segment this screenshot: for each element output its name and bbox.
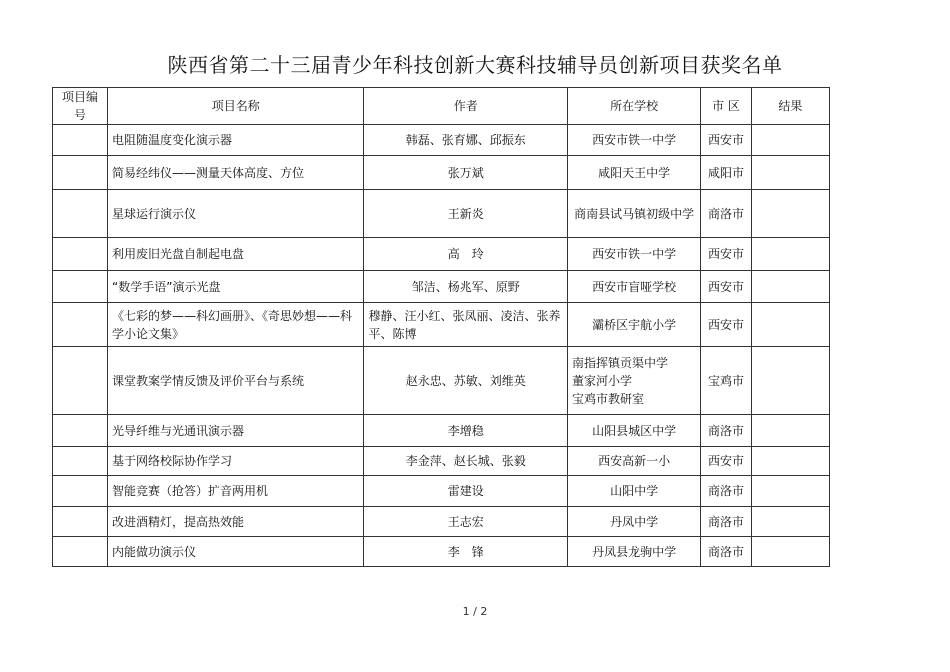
header-project-name: 项目名称 <box>108 88 364 125</box>
cell-project-name: 基于网络校际协作学习 <box>108 447 364 476</box>
cell-author: 李增稳 <box>364 415 568 447</box>
cell-city: 西安市 <box>701 303 752 347</box>
table-row <box>53 347 830 415</box>
cell-project-name: 课堂教案学情反馈及评价平台与系统 <box>108 347 364 415</box>
table-row <box>53 476 830 507</box>
cell-author: 张万斌 <box>364 156 568 190</box>
cell-city: 商洛市 <box>701 537 752 567</box>
header-result: 结果 <box>751 88 829 125</box>
cell-project-name: 电阻随温度变化演示器 <box>108 125 364 156</box>
cell-project-id <box>53 415 108 447</box>
table-row <box>53 303 830 347</box>
cell-project-id <box>53 476 108 507</box>
cell-result <box>751 271 829 303</box>
cell-author: 赵永忠、苏敏、刘维英 <box>364 347 568 415</box>
table-row <box>53 447 830 476</box>
cell-project-name: 简易经纬仪——测量天体高度、方位 <box>108 156 364 190</box>
cell-project-name: 内能做功演示仪 <box>108 537 364 567</box>
cell-project-name: 光导纤维与光通讯演示器 <box>108 415 364 447</box>
cell-project-id <box>53 303 108 347</box>
cell-project-id <box>53 271 108 303</box>
cell-project-name: 智能竞赛（抢答）扩音两用机 <box>108 476 364 507</box>
cell-project-id <box>53 125 108 156</box>
cell-author: 李金萍、赵长城、张毅 <box>364 447 568 476</box>
table-row <box>53 507 830 537</box>
table-row <box>53 415 830 447</box>
cell-city: 西安市 <box>701 271 752 303</box>
school-line: 南指挥镇贡渠中学 <box>572 355 669 370</box>
cell-result <box>751 447 829 476</box>
table-row <box>53 238 830 271</box>
award-table <box>52 87 830 567</box>
cell-project-id <box>53 238 108 271</box>
cell-result <box>751 537 829 567</box>
table-header-row <box>53 88 830 125</box>
document-title: 陕西省第二十三届青少年科技创新大赛科技辅导员创新项目获奖名单 <box>167 53 783 77</box>
cell-school: 山阳中学 <box>568 476 701 507</box>
header-author: 作者 <box>364 88 568 125</box>
cell-school: 丹凤中学 <box>568 507 701 537</box>
cell-school: 西安市盲哑学校 <box>568 271 701 303</box>
cell-result <box>751 125 829 156</box>
cell-school <box>568 347 701 415</box>
table-row <box>53 190 830 238</box>
cell-city: 咸阳市 <box>701 156 752 190</box>
cell-result <box>751 238 829 271</box>
cell-school: 西安市铁一中学 <box>568 125 701 156</box>
cell-project-id <box>53 507 108 537</box>
cell-author: 王志宏 <box>364 507 568 537</box>
header-school: 所在学校 <box>568 88 701 125</box>
cell-city: 商洛市 <box>701 507 752 537</box>
cell-author: 高 玲 <box>364 238 568 271</box>
cell-result <box>751 415 829 447</box>
cell-result <box>751 190 829 238</box>
cell-school: 咸阳天王中学 <box>568 156 701 190</box>
table-row <box>53 156 830 190</box>
cell-author: 穆静、汪小红、张凤丽、凌洁、张养平、陈博 <box>364 303 568 347</box>
table-row <box>53 271 830 303</box>
cell-project-id <box>53 190 108 238</box>
cell-result <box>751 507 829 537</box>
cell-result <box>751 476 829 507</box>
cell-city: 宝鸡市 <box>701 347 752 415</box>
cell-project-id <box>53 537 108 567</box>
cell-author: 李 锋 <box>364 537 568 567</box>
cell-result <box>751 347 829 415</box>
cell-project-name: “数学手语”演示光盘 <box>108 271 364 303</box>
cell-result <box>751 156 829 190</box>
cell-school: 商南县试马镇初级中学 <box>568 190 701 238</box>
cell-project-id <box>53 347 108 415</box>
school-line: 董家河小学 <box>572 373 633 388</box>
school-line: 宝鸡市教研室 <box>572 391 645 406</box>
cell-school: 丹凤县龙驹中学 <box>568 537 701 567</box>
cell-author: 雷建设 <box>364 476 568 507</box>
cell-school: 山阳县城区中学 <box>568 415 701 447</box>
cell-city: 商洛市 <box>701 476 752 507</box>
cell-city: 商洛市 <box>701 190 752 238</box>
cell-city: 西安市 <box>701 238 752 271</box>
page-indicator: 1 / 2 <box>462 605 488 618</box>
cell-project-name: 改进酒精灯，提高热效能 <box>108 507 364 537</box>
cell-result <box>751 303 829 347</box>
cell-author: 韩磊、张育娜、邱振东 <box>364 125 568 156</box>
cell-school: 灞桥区宇航小学 <box>568 303 701 347</box>
header-project-id: 项目编号 <box>53 88 108 125</box>
header-city: 市 区 <box>701 88 752 125</box>
cell-project-id <box>53 156 108 190</box>
cell-project-name: 《七彩的梦——科幻画册》、《奇思妙想——科学小论文集》 <box>108 303 364 347</box>
cell-city: 西安市 <box>701 125 752 156</box>
cell-school: 西安高新一小 <box>568 447 701 476</box>
cell-author: 邹洁、杨兆军、原野 <box>364 271 568 303</box>
table-row <box>53 537 830 567</box>
cell-school: 西安市铁一中学 <box>568 238 701 271</box>
cell-city: 商洛市 <box>701 415 752 447</box>
cell-author: 王新炎 <box>364 190 568 238</box>
cell-city: 西安市 <box>701 447 752 476</box>
table-row <box>53 125 830 156</box>
cell-project-name: 星球运行演示仪 <box>108 190 364 238</box>
cell-project-id <box>53 447 108 476</box>
cell-project-name: 利用废旧光盘自制起电盘 <box>108 238 364 271</box>
